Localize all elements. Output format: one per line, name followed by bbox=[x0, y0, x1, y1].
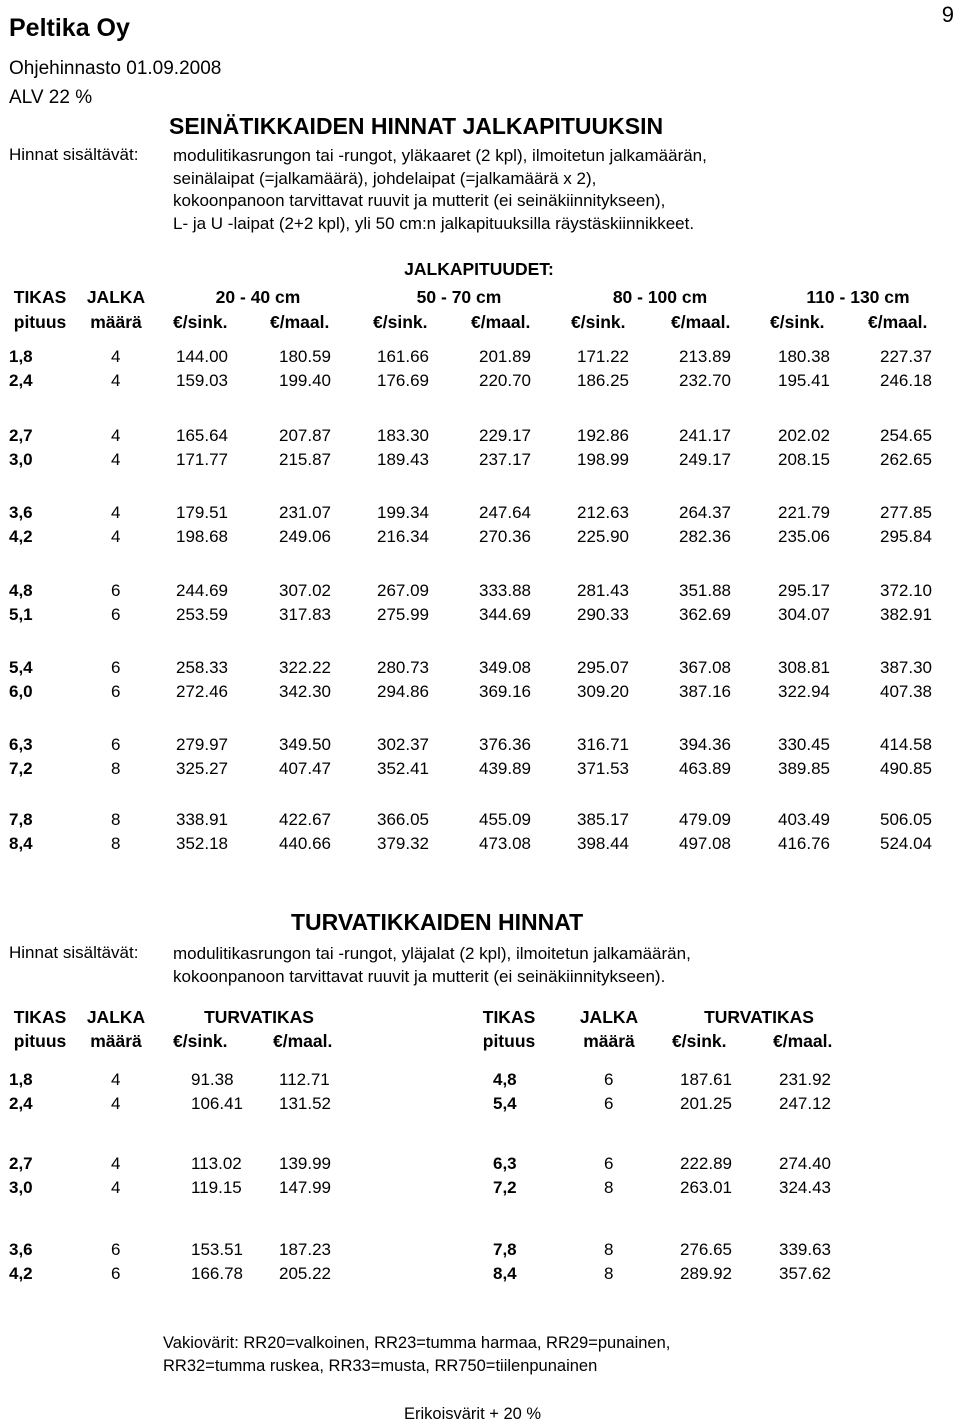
cell-leg-count: 8 bbox=[604, 1240, 614, 1259]
cell-price-maal: 463.89 bbox=[679, 759, 731, 778]
cell-price-sink: 187.61 bbox=[680, 1070, 732, 1089]
cell-leg-count: 6 bbox=[604, 1154, 614, 1173]
cell-price-maal: 307.02 bbox=[279, 581, 331, 600]
cell-leg-count: 8 bbox=[111, 834, 121, 853]
cell-price-maal: 333.88 bbox=[479, 581, 531, 600]
cell-price-sink: 166.78 bbox=[191, 1264, 243, 1283]
safety-includes-text bbox=[173, 943, 691, 988]
cell-price-maal: 349.50 bbox=[279, 735, 331, 754]
cell-price-maal: 201.89 bbox=[479, 347, 531, 366]
cell-price-sink: 308.81 bbox=[778, 658, 830, 677]
cell-price-sink: 389.85 bbox=[778, 759, 830, 778]
cell-price-sink: 244.69 bbox=[176, 581, 228, 600]
cell-ladder-length: 1,8 bbox=[9, 347, 33, 366]
cell-leg-count: 4 bbox=[111, 1070, 121, 1089]
cell-price-maal: 199.40 bbox=[279, 371, 331, 390]
cell-price-maal: 249.17 bbox=[679, 450, 731, 469]
cell-price-maal: 479.09 bbox=[679, 810, 731, 829]
cell-price-sink: 179.51 bbox=[176, 503, 228, 522]
cell-ladder-length: 1,8 bbox=[9, 1070, 33, 1089]
cell-price-sink: 225.90 bbox=[577, 527, 629, 546]
vat-rate: ALV 22 % bbox=[9, 87, 93, 108]
cell-ladder-length: 8,4 bbox=[493, 1264, 517, 1283]
cell-price-sink: 91.38 bbox=[191, 1070, 234, 1089]
cell-price-sink: 253.59 bbox=[176, 605, 228, 624]
cell-price-sink: 195.41 bbox=[778, 371, 830, 390]
cell-price-maal: 247.12 bbox=[779, 1094, 831, 1113]
unit-sink: €/sink. bbox=[373, 312, 428, 332]
unit-sink: €/sink. bbox=[571, 312, 626, 332]
cell-price-sink: 385.17 bbox=[577, 810, 629, 829]
cell-price-maal: 407.38 bbox=[880, 682, 932, 701]
cell-leg-count: 4 bbox=[111, 426, 121, 445]
cell-price-sink: 199.34 bbox=[377, 503, 429, 522]
cell-ladder-length: 4,8 bbox=[9, 581, 33, 600]
cell-leg-count: 4 bbox=[111, 1094, 121, 1113]
page-number: 9 bbox=[941, 2, 954, 27]
col-leg-count: JALKA bbox=[86, 287, 146, 307]
special-colors-note: Erikoisvärit + 20 % bbox=[404, 1405, 542, 1423]
unit-sink: €/sink. bbox=[770, 312, 825, 332]
cell-price-maal: 232.70 bbox=[679, 371, 731, 390]
cell-price-maal: 367.08 bbox=[679, 658, 731, 677]
col-ladder-length-sub: pituus bbox=[13, 1031, 67, 1051]
col-safety-ladder: TURVATIKAS bbox=[204, 1007, 314, 1027]
cell-price-maal: 264.37 bbox=[679, 503, 731, 522]
cell-price-maal: 376.36 bbox=[479, 735, 531, 754]
cell-leg-count: 6 bbox=[111, 682, 121, 701]
cell-price-sink: 159.03 bbox=[176, 371, 228, 390]
unit-sink: €/sink. bbox=[672, 1031, 727, 1051]
cell-price-sink: 189.43 bbox=[377, 450, 429, 469]
cell-ladder-length: 3,0 bbox=[9, 1178, 33, 1197]
cell-price-maal: 247.64 bbox=[479, 503, 531, 522]
cell-price-maal: 187.23 bbox=[279, 1240, 331, 1259]
cell-ladder-length: 2,4 bbox=[9, 371, 33, 390]
cell-leg-count: 6 bbox=[111, 1240, 121, 1259]
cell-price-sink: 221.79 bbox=[778, 503, 830, 522]
cell-ladder-length: 6,3 bbox=[9, 735, 33, 754]
cell-leg-count: 8 bbox=[111, 810, 121, 829]
cell-price-maal: 440.66 bbox=[279, 834, 331, 853]
cell-price-sink: 322.94 bbox=[778, 682, 830, 701]
col-ladder-length: TIKAS bbox=[482, 1007, 536, 1027]
cell-price-sink: 212.63 bbox=[577, 503, 629, 522]
cell-price-sink: 403.49 bbox=[778, 810, 830, 829]
cell-price-sink: 192.86 bbox=[577, 426, 629, 445]
cell-price-sink: 281.43 bbox=[577, 581, 629, 600]
cell-ladder-length: 7,2 bbox=[9, 759, 33, 778]
col-ladder-length-sub: pituus bbox=[482, 1031, 536, 1051]
cell-price-sink: 144.00 bbox=[176, 347, 228, 366]
leg-lengths-header: JALKAPITUUDET: bbox=[404, 259, 554, 279]
cell-price-maal: 490.85 bbox=[880, 759, 932, 778]
cell-leg-count: 8 bbox=[604, 1264, 614, 1283]
unit-maal: €/maal. bbox=[868, 312, 928, 332]
cell-price-sink: 366.05 bbox=[377, 810, 429, 829]
cell-price-sink: 208.15 bbox=[778, 450, 830, 469]
cell-price-sink: 222.89 bbox=[680, 1154, 732, 1173]
cell-price-maal: 344.69 bbox=[479, 605, 531, 624]
cell-price-maal: 387.16 bbox=[679, 682, 731, 701]
cell-price-sink: 165.64 bbox=[176, 426, 228, 445]
cell-price-sink: 180.38 bbox=[778, 347, 830, 366]
cell-price-maal: 249.06 bbox=[279, 527, 331, 546]
cell-price-maal: 205.22 bbox=[279, 1264, 331, 1283]
cell-price-sink: 272.46 bbox=[176, 682, 228, 701]
col-ladder-length: TIKAS bbox=[13, 1007, 67, 1027]
unit-maal: €/maal. bbox=[273, 1031, 333, 1051]
col-leg-count: JALKA bbox=[86, 1007, 146, 1027]
unit-sink: €/sink. bbox=[173, 1031, 228, 1051]
cell-price-maal: 139.99 bbox=[279, 1154, 331, 1173]
range-50-70: 50 - 70 cm bbox=[416, 287, 502, 307]
wall-includes-text bbox=[173, 145, 707, 235]
cell-price-sink: 106.41 bbox=[191, 1094, 243, 1113]
col-leg-count-sub: määrä bbox=[90, 312, 142, 332]
cell-price-sink: 316.71 bbox=[577, 735, 629, 754]
cell-price-sink: 161.66 bbox=[377, 347, 429, 366]
cell-price-maal: 394.36 bbox=[679, 735, 731, 754]
cell-price-sink: 275.99 bbox=[377, 605, 429, 624]
cell-ladder-length: 6,3 bbox=[493, 1154, 517, 1173]
cell-leg-count: 6 bbox=[604, 1070, 614, 1089]
cell-ladder-length: 6,0 bbox=[9, 682, 33, 701]
cell-price-sink: 289.92 bbox=[680, 1264, 732, 1283]
cell-price-sink: 235.06 bbox=[778, 527, 830, 546]
cell-price-sink: 171.77 bbox=[176, 450, 228, 469]
cell-price-sink: 276.65 bbox=[680, 1240, 732, 1259]
cell-price-maal: 322.22 bbox=[279, 658, 331, 677]
cell-ladder-length: 4,2 bbox=[9, 527, 33, 546]
cell-ladder-length: 3,0 bbox=[9, 450, 33, 469]
cell-price-sink: 290.33 bbox=[577, 605, 629, 624]
cell-ladder-length: 5,1 bbox=[9, 605, 33, 624]
safety-includes-label: Hinnat sisältävät: bbox=[9, 943, 139, 962]
cell-leg-count: 4 bbox=[111, 1178, 121, 1197]
cell-price-maal: 339.63 bbox=[779, 1240, 831, 1259]
cell-price-maal: 351.88 bbox=[679, 581, 731, 600]
cell-price-sink: 398.44 bbox=[577, 834, 629, 853]
cell-ladder-length: 7,2 bbox=[493, 1178, 517, 1197]
cell-price-maal: 231.92 bbox=[779, 1070, 831, 1089]
wall-includes-line: kokoonpanoon tarvittavat ruuvit ja mutterit (ei seinäkiinnitykseen), bbox=[173, 191, 666, 210]
range-20-40: 20 - 40 cm bbox=[215, 287, 301, 307]
wall-ladders-title: SEINÄTIKKAIDEN HINNAT JALKAPITUUKSIN bbox=[169, 113, 664, 139]
cell-price-maal: 349.08 bbox=[479, 658, 531, 677]
cell-price-maal: 473.08 bbox=[479, 834, 531, 853]
cell-price-maal: 282.36 bbox=[679, 527, 731, 546]
cell-price-maal: 229.17 bbox=[479, 426, 531, 445]
cell-price-maal: 227.37 bbox=[880, 347, 932, 366]
wall-includes-line: L- ja U -laipat (2+2 kpl), yli 50 cm:n jalkapituuksilla räystäskiinnikkeet. bbox=[173, 213, 695, 233]
cell-leg-count: 8 bbox=[111, 759, 121, 778]
cell-price-maal: 455.09 bbox=[479, 810, 531, 829]
cell-leg-count: 6 bbox=[604, 1094, 614, 1113]
cell-price-maal: 246.18 bbox=[880, 371, 932, 390]
cell-price-maal: 131.52 bbox=[279, 1094, 331, 1113]
cell-price-sink: 258.33 bbox=[176, 658, 228, 677]
cell-price-maal: 357.62 bbox=[779, 1264, 831, 1283]
cell-price-maal: 407.47 bbox=[279, 759, 331, 778]
safety-ladders-title: TURVATIKKAIDEN HINNAT bbox=[291, 909, 584, 935]
cell-price-maal: 237.17 bbox=[479, 450, 531, 469]
cell-leg-count: 6 bbox=[111, 581, 121, 600]
cell-ladder-length: 4,2 bbox=[9, 1264, 33, 1283]
cell-leg-count: 6 bbox=[111, 605, 121, 624]
cell-ladder-length: 3,6 bbox=[9, 1240, 33, 1259]
cell-price-sink: 325.27 bbox=[176, 759, 228, 778]
cell-leg-count: 4 bbox=[111, 450, 121, 469]
unit-maal: €/maal. bbox=[471, 312, 531, 332]
cell-price-maal: 207.87 bbox=[279, 426, 331, 445]
cell-price-maal: 220.70 bbox=[479, 371, 531, 390]
cell-price-sink: 176.69 bbox=[377, 371, 429, 390]
cell-price-sink: 119.15 bbox=[191, 1178, 242, 1197]
cell-price-sink: 198.68 bbox=[176, 527, 228, 546]
cell-price-sink: 371.53 bbox=[577, 759, 629, 778]
cell-leg-count: 4 bbox=[111, 347, 121, 366]
cell-price-maal: 254.65 bbox=[880, 426, 932, 445]
standard-colors-line: Vakiovärit: RR20=valkoinen, RR23=tumma harmaa, RR29=punainen, bbox=[163, 1334, 671, 1352]
cell-price-maal: 422.67 bbox=[279, 810, 331, 829]
cell-price-sink: 267.09 bbox=[377, 581, 429, 600]
unit-maal: €/maal. bbox=[270, 312, 330, 332]
cell-price-sink: 263.01 bbox=[680, 1178, 732, 1197]
cell-price-maal: 180.59 bbox=[279, 347, 331, 366]
cell-price-sink: 183.30 bbox=[377, 426, 429, 445]
cell-leg-count: 4 bbox=[111, 503, 121, 522]
cell-leg-count: 8 bbox=[604, 1178, 614, 1197]
cell-ladder-length: 7,8 bbox=[9, 810, 33, 829]
range-80-100: 80 - 100 cm bbox=[612, 287, 708, 307]
cell-price-sink: 295.17 bbox=[778, 581, 830, 600]
cell-price-maal: 112.71 bbox=[279, 1070, 330, 1089]
wall-includes-line: seinälaipat (=jalkamäärä), johdelaipat (=jalkamäärä x 2), bbox=[173, 168, 597, 188]
cell-price-sink: 416.76 bbox=[778, 834, 830, 853]
cell-price-sink: 294.86 bbox=[377, 682, 429, 701]
cell-price-maal: 241.17 bbox=[679, 426, 731, 445]
cell-price-sink: 309.20 bbox=[577, 682, 629, 701]
cell-ladder-length: 4,8 bbox=[493, 1070, 517, 1089]
safety-includes-line: kokoonpanoon tarvittavat ruuvit ja mutterit (ei seinäkiinnitykseen). bbox=[173, 966, 666, 986]
cell-ladder-length: 2,7 bbox=[9, 426, 33, 445]
cell-ladder-length: 5,4 bbox=[493, 1094, 517, 1113]
cell-price-sink: 202.02 bbox=[778, 426, 830, 445]
cell-price-maal: 372.10 bbox=[880, 581, 932, 600]
cell-ladder-length: 8,4 bbox=[9, 834, 33, 853]
cell-price-maal: 342.30 bbox=[279, 682, 331, 701]
cell-price-sink: 279.97 bbox=[176, 735, 228, 754]
unit-maal: €/maal. bbox=[773, 1031, 833, 1051]
cell-price-maal: 497.08 bbox=[679, 834, 731, 853]
col-ladder-length-sub: pituus bbox=[13, 312, 67, 332]
cell-price-maal: 387.30 bbox=[880, 658, 932, 677]
cell-price-sink: 216.34 bbox=[377, 527, 429, 546]
cell-price-sink: 153.51 bbox=[191, 1240, 243, 1259]
cell-leg-count: 6 bbox=[111, 735, 121, 754]
cell-price-sink: 186.25 bbox=[577, 371, 629, 390]
cell-price-maal: 231.07 bbox=[279, 503, 331, 522]
cell-price-maal: 215.87 bbox=[279, 450, 331, 469]
standard-colors-line: RR32=tumma ruskea, RR33=musta, RR750=tiilenpunainen bbox=[163, 1357, 598, 1375]
cell-price-sink: 379.32 bbox=[377, 834, 429, 853]
cell-price-sink: 295.07 bbox=[577, 658, 629, 677]
col-leg-count-sub: määrä bbox=[90, 1031, 142, 1051]
cell-leg-count: 6 bbox=[111, 1264, 121, 1283]
cell-price-maal: 382.91 bbox=[880, 605, 932, 624]
cell-ladder-length: 2,7 bbox=[9, 1154, 33, 1173]
price-list-date: Ohjehinnasto 01.09.2008 bbox=[9, 58, 222, 79]
wall-includes-line: modulitikasrungon tai -rungot, yläkaaret (2 kpl), ilmoitetun jalkamäärän, bbox=[173, 146, 707, 165]
cell-price-maal: 213.89 bbox=[679, 347, 731, 366]
unit-sink: €/sink. bbox=[173, 312, 228, 332]
cell-price-maal: 147.99 bbox=[279, 1178, 331, 1197]
cell-price-maal: 317.83 bbox=[279, 605, 331, 624]
cell-price-maal: 369.16 bbox=[479, 682, 531, 701]
cell-leg-count: 6 bbox=[111, 658, 121, 677]
cell-leg-count: 4 bbox=[111, 527, 121, 546]
cell-price-maal: 362.69 bbox=[679, 605, 731, 624]
cell-price-sink: 330.45 bbox=[778, 735, 830, 754]
cell-price-sink: 280.73 bbox=[377, 658, 429, 677]
cell-leg-count: 4 bbox=[111, 371, 121, 390]
cell-price-maal: 295.84 bbox=[880, 527, 932, 546]
cell-price-maal: 506.05 bbox=[880, 810, 932, 829]
col-safety-ladder: TURVATIKAS bbox=[704, 1007, 814, 1027]
cell-price-sink: 352.41 bbox=[377, 759, 429, 778]
unit-maal: €/maal. bbox=[671, 312, 731, 332]
company-name: Peltika Oy bbox=[9, 14, 130, 42]
cell-ladder-length: 3,6 bbox=[9, 503, 33, 522]
cell-ladder-length: 5,4 bbox=[9, 658, 33, 677]
cell-price-sink: 198.99 bbox=[577, 450, 629, 469]
col-leg-count: JALKA bbox=[579, 1007, 639, 1027]
col-ladder-length: TIKAS bbox=[13, 287, 67, 307]
safety-includes-line: modulitikasrungon tai -rungot, yläjalat (2 kpl), ilmoitetun jalkamäärän, bbox=[173, 944, 691, 963]
cell-price-sink: 171.22 bbox=[577, 347, 629, 366]
cell-price-maal: 262.65 bbox=[880, 450, 932, 469]
range-110-130: 110 - 130 cm bbox=[806, 287, 910, 307]
cell-price-sink: 201.25 bbox=[680, 1094, 732, 1113]
cell-price-maal: 274.40 bbox=[779, 1154, 831, 1173]
cell-price-sink: 304.07 bbox=[778, 605, 830, 624]
cell-price-sink: 302.37 bbox=[377, 735, 429, 754]
cell-price-sink: 338.91 bbox=[176, 810, 228, 829]
cell-price-maal: 277.85 bbox=[880, 503, 932, 522]
cell-leg-count: 4 bbox=[111, 1154, 121, 1173]
cell-price-maal: 324.43 bbox=[779, 1178, 831, 1197]
cell-ladder-length: 7,8 bbox=[493, 1240, 517, 1259]
wall-includes-label: Hinnat sisältävät: bbox=[9, 145, 139, 164]
col-leg-count-sub: määrä bbox=[583, 1031, 635, 1051]
cell-price-sink: 352.18 bbox=[176, 834, 228, 853]
cell-price-maal: 414.58 bbox=[880, 735, 932, 754]
cell-price-maal: 270.36 bbox=[479, 527, 531, 546]
cell-ladder-length: 2,4 bbox=[9, 1094, 33, 1113]
cell-price-maal: 524.04 bbox=[880, 834, 932, 853]
cell-price-sink: 113.02 bbox=[191, 1154, 242, 1173]
cell-price-maal: 439.89 bbox=[479, 759, 531, 778]
